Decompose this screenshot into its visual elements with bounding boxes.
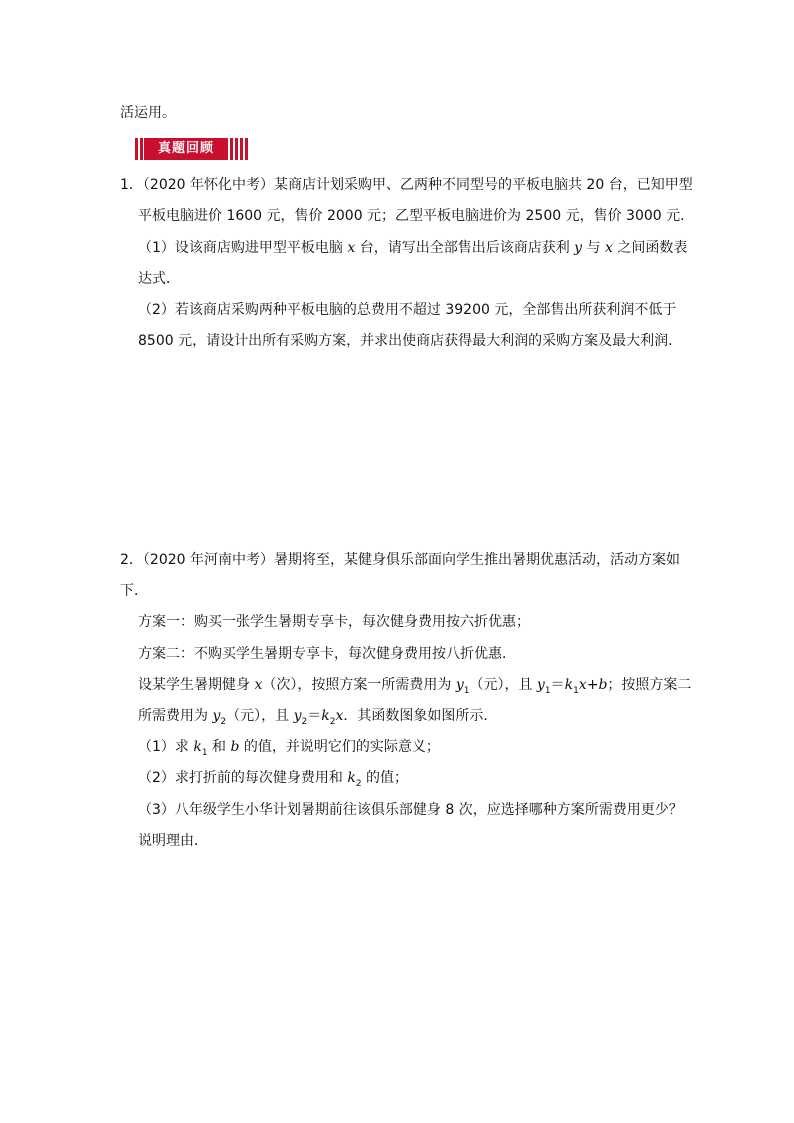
subscript: 2 — [220, 716, 227, 727]
q2-setup-text: （元），且 — [226, 708, 294, 724]
var-b: b — [598, 677, 608, 693]
var-y: y — [574, 240, 583, 256]
var-y: y — [212, 708, 221, 724]
q2-stem-line-2: 下． — [120, 583, 148, 599]
var-x: x — [605, 240, 613, 256]
q2-part1-text: （1）求 — [138, 739, 194, 755]
var-y: y — [455, 677, 464, 693]
q2-setup-text: 所需费用为 — [138, 708, 213, 724]
q1-part1-text: 之间函数表 — [612, 240, 688, 256]
q2-setup-text: （元），且 — [469, 677, 537, 693]
q2-stem-line-1: 2．（2020 年河南中考）暑期将至，某健身俱乐部面向学生推出暑期优惠活动，活动方案如 — [120, 552, 680, 568]
var-y: y — [536, 677, 545, 693]
q1-stem-line-1: 1．（2020 年怀化中考）某商店计划采购甲、乙两种不同型号的平板电脑共 20 台，已知甲型 — [120, 177, 693, 193]
q2-plan-2: 方案二：不购买学生暑期专享卡，每次健身费用按八折优惠． — [138, 646, 516, 662]
var-x: x — [578, 677, 587, 693]
q2-setup-line-1 — [138, 675, 691, 695]
var-k: k — [321, 708, 330, 724]
q2-setup-text: （次），按照方案一所需费用为 — [262, 677, 456, 693]
var-x: x — [347, 240, 356, 256]
q1-part1-text: 台，请写出全部售出后该商店获利 — [355, 240, 575, 256]
q1-part2-line-1: （2）若该商店采购两种平板电脑的总费用不超过 39200 元，全部售出所获利润不低于 — [138, 302, 677, 318]
var-x: x — [335, 708, 344, 724]
q2-plan-1: 方案一：购买一张学生暑期专享卡，每次健身费用按六折优惠； — [138, 614, 530, 630]
var-y: y — [293, 708, 302, 724]
q2-setup-text: 设某学生暑期健身 — [138, 677, 255, 693]
q2-part2-text: （2）求打折前的每次健身费用和 — [138, 770, 348, 786]
var-b: b — [230, 739, 240, 755]
q2-part1-text: 和 — [207, 739, 231, 755]
q1-part2-line-2: 8500 元，请设计出所有采购方案，并求出使商店获得最大利润的采购方案及最大利润． — [138, 333, 683, 349]
q1-stem-line-2: 平板电脑进价 1600 元，售价 2000 元；乙型平板电脑进价为 2500 元，售价 3000 元． — [138, 208, 695, 224]
q1-part1-text: （1）设该商店购进甲型平板电脑 — [138, 240, 348, 256]
subscript: 1 — [544, 685, 551, 696]
section-banner — [133, 138, 249, 160]
subscript: 1 — [463, 685, 470, 696]
subscript: 2 — [301, 716, 308, 727]
subscript: 1 — [573, 685, 579, 696]
var-k: k — [193, 739, 202, 755]
equals-sign: ＝ — [307, 708, 322, 724]
equals-sign: ＝ — [550, 677, 565, 693]
section-banner-label: 真题回顾 — [144, 138, 228, 160]
subscript: 2 — [355, 778, 362, 789]
q2-setup-line-2 — [138, 706, 497, 726]
subscript: 2 — [329, 716, 336, 727]
plus-sign: + — [586, 677, 599, 693]
intro-tail-text: 活运用。 — [120, 105, 176, 121]
q1-part1-text: 与 — [582, 240, 605, 256]
q2-setup-text: ．其函数图象如图所示． — [343, 708, 498, 724]
q2-part2-text: 的值； — [361, 770, 409, 786]
q2-part2 — [138, 768, 408, 788]
q1-part1-line-2: 达式． — [138, 271, 180, 287]
var-x: x — [254, 677, 263, 693]
q2-part1-text: 的值，并说明它们的实际意义； — [239, 739, 440, 755]
subscript: 1 — [201, 747, 208, 758]
q1-part1-line-1 — [138, 238, 687, 258]
var-k: k — [347, 770, 356, 786]
q2-setup-text: ；按照方案二 — [607, 677, 692, 693]
q2-part3-line-2: 说明理由． — [138, 833, 208, 849]
var-k: k — [564, 677, 574, 693]
q2-part1 — [138, 737, 440, 757]
q2-part3-line-1: （3）八年级学生小华计划暑期前往该俱乐部健身 8 次，应选择哪种方案所需费用更少？ — [138, 802, 683, 818]
